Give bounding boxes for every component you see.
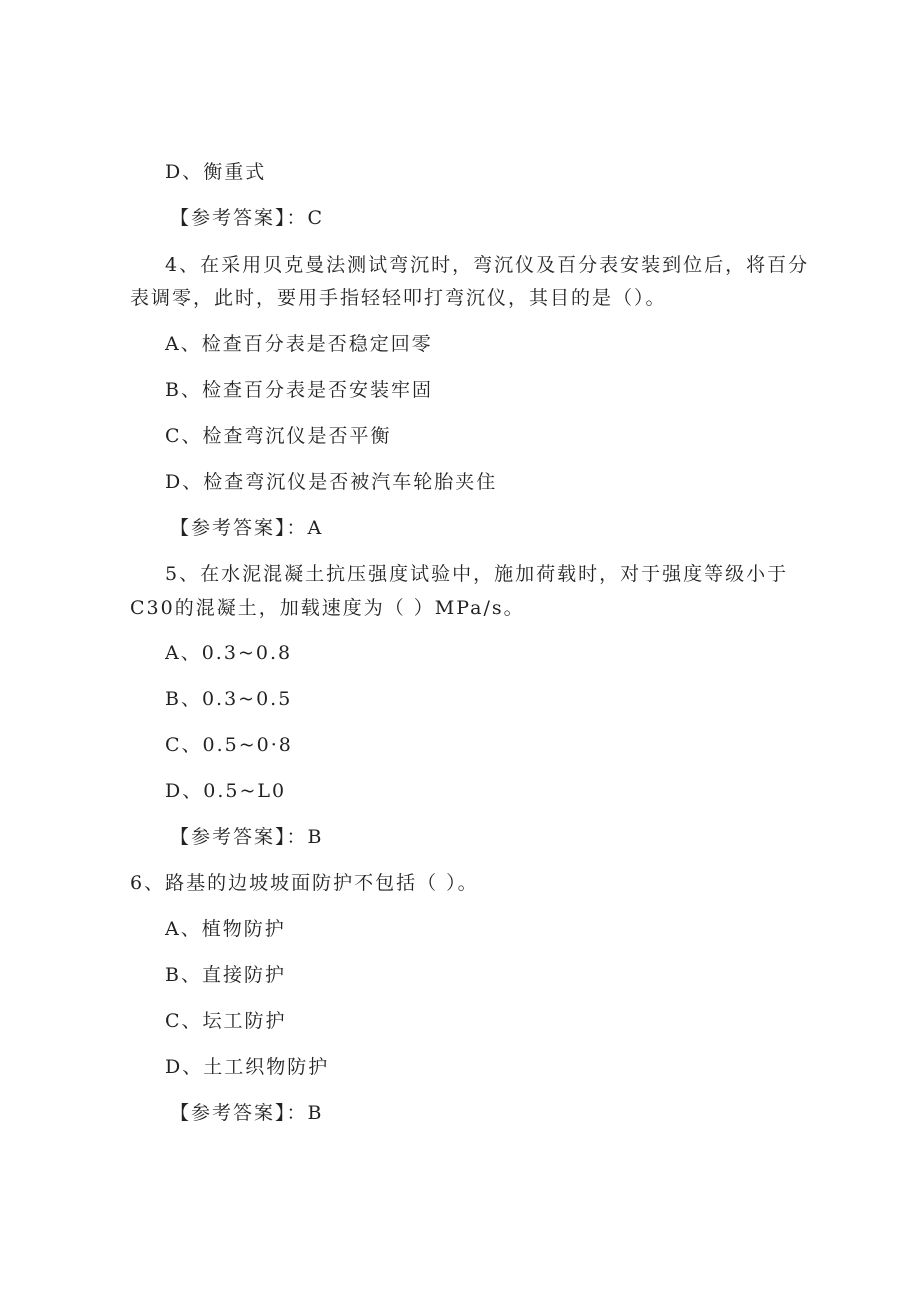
- q5-option-a: A、0.3~0.8: [165, 642, 293, 664]
- q5-answer: 【参考答案】：B: [170, 826, 324, 848]
- q6-answer: 【参考答案】：B: [170, 1102, 324, 1124]
- q4-stem-line2: 表调零，此时，要用手指轻轻叩打弯沉仪，其目的是（）。: [130, 287, 667, 309]
- q5-option-d: D、0.5~L0: [165, 780, 287, 802]
- q5-stem-line2: C30的混凝土，加载速度为（ ）MPa/s。: [130, 597, 525, 619]
- q4-option-d: D、检查弯沉仪是否被汽车轮胎夹住: [165, 471, 498, 493]
- q6-option-a: A、植物防护: [165, 918, 286, 940]
- q6-option-d: D、土工织物防护: [165, 1056, 330, 1078]
- q3-answer: 【参考答案】：C: [170, 207, 325, 229]
- q4-option-b: B、检查百分表是否安装牢固: [165, 379, 433, 401]
- q4-stem-line1: 4、在采用贝克曼法测试弯沉时，弯沉仪及百分表安装到位后，将百分: [165, 254, 810, 276]
- q3-option-d: D、衡重式: [165, 161, 267, 183]
- q6-stem: 6、路基的边坡坡面防护不包括（ ）。: [130, 872, 479, 894]
- q6-option-b: B、直接防护: [165, 964, 286, 986]
- q5-option-b: B、0.3~0.5: [165, 688, 293, 710]
- q5-stem-line1: 5、在水泥混凝土抗压强度试验中，施加荷载时，对于强度等级小于: [165, 563, 789, 585]
- q5-option-c: C、0.5~0·8: [165, 734, 293, 756]
- q4-answer: 【参考答案】：A: [170, 517, 324, 539]
- q4-option-c: C、检查弯沉仪是否平衡: [165, 425, 392, 447]
- q4-option-a: A、检查百分表是否稳定回零: [165, 333, 433, 355]
- q6-option-c: C、坛工防护: [165, 1010, 287, 1032]
